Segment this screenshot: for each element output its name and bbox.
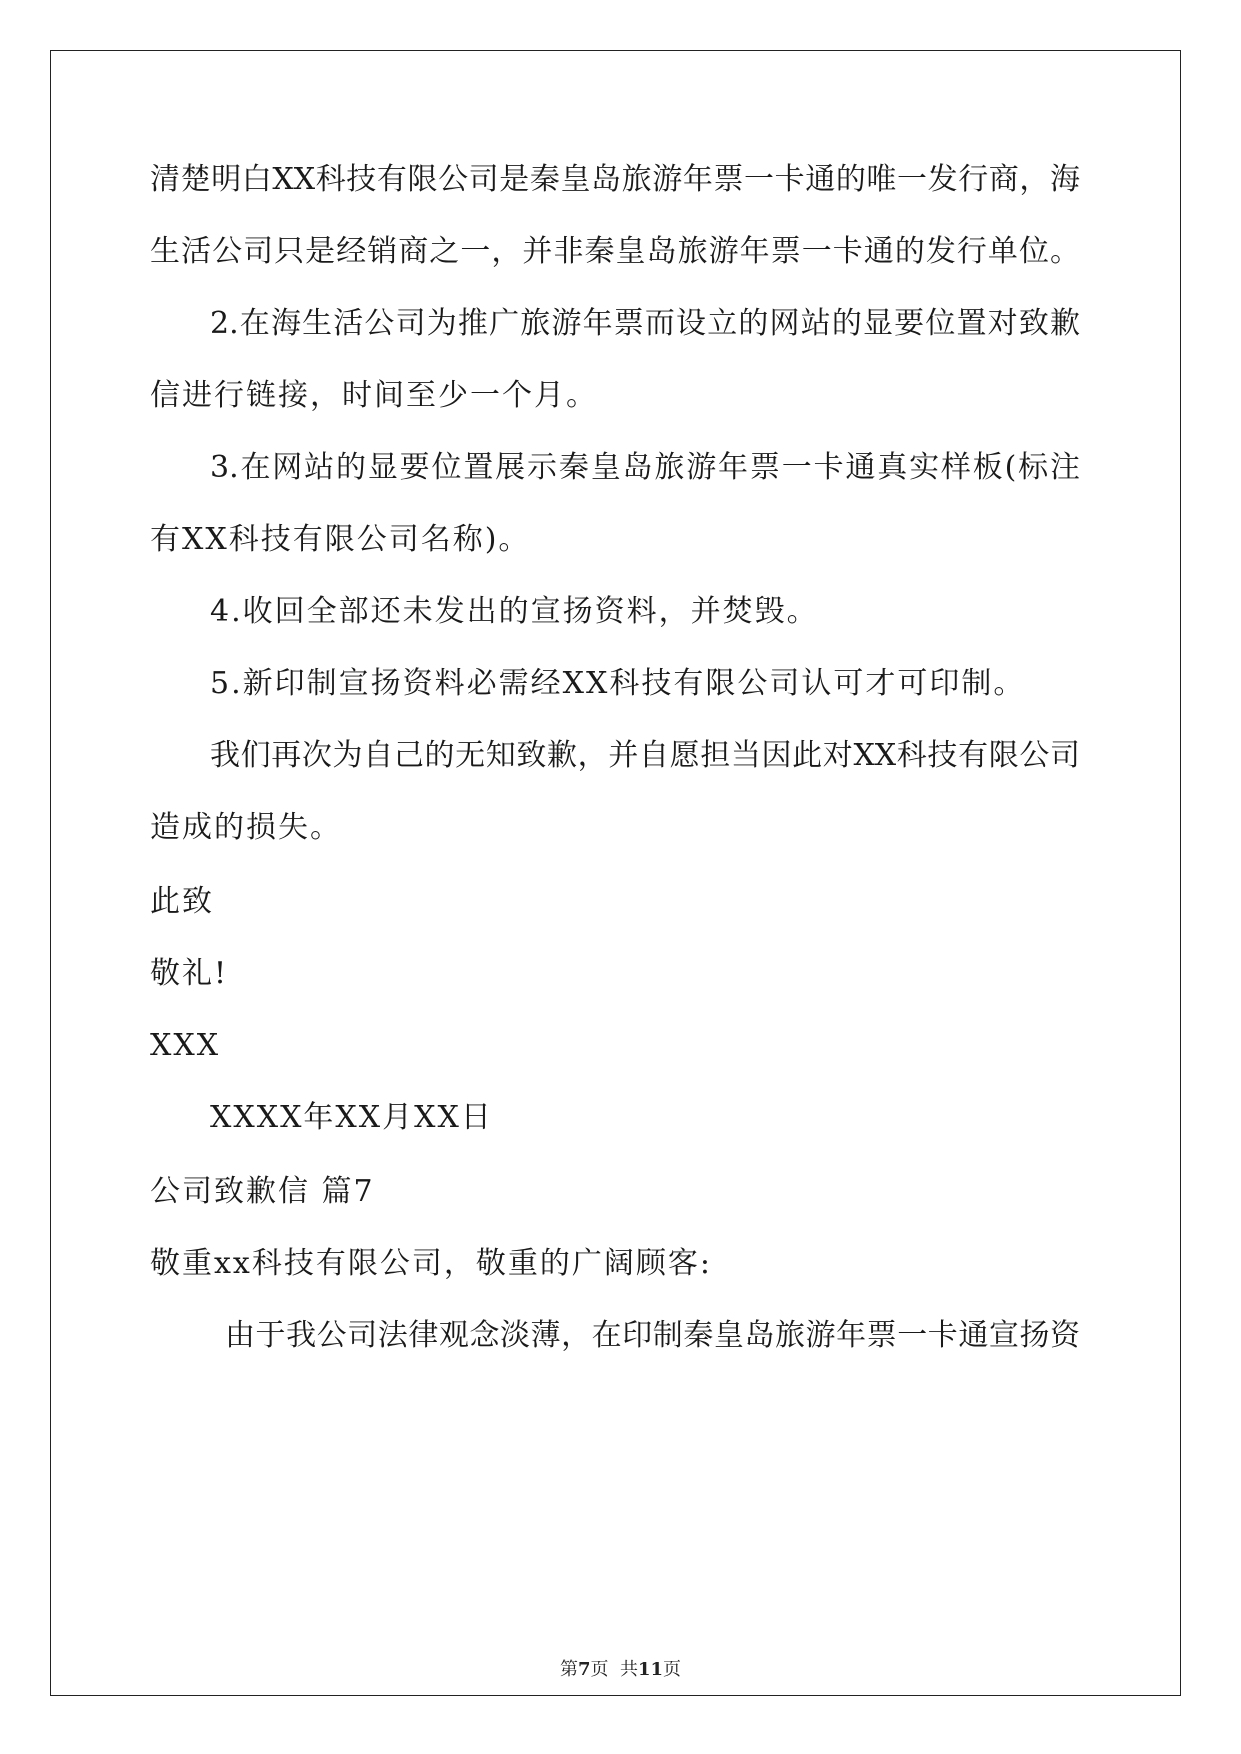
item-2-line-1: 2.在海生活公司为推广旅游年票而设立的网站的显要位置对致歉 [210, 306, 1080, 341]
item-3-line-2: 有XX科技有限公司名称)。 [150, 522, 531, 557]
footer-suffix: 页 [663, 1659, 682, 1680]
footer-mid: 页 共 [590, 1659, 638, 1680]
item-3-line-1: 3.在网站的显要位置展示秦皇岛旅游年票一卡通真实样板(标注 [210, 450, 1080, 485]
footer-prefix: 第 [559, 1659, 578, 1680]
letter-body-line-1: 由于我公司法律观念淡薄，在印制秦皇岛旅游年票一卡通宣扬资 [225, 1318, 1080, 1353]
paragraph-line-2: 生活公司只是经销商之一，并非秦皇岛旅游年票一卡通的发行单位。 [150, 234, 1080, 269]
page-border [50, 50, 1181, 1696]
closing-regards: 敬礼! [150, 956, 229, 991]
signature-date: XXXX年XX月XX日 [210, 1100, 493, 1135]
current-page-number: 7 [577, 1659, 591, 1680]
apology-line-2: 造成的损失。 [150, 810, 342, 845]
signature-name: XXX [150, 1028, 221, 1063]
letter-greeting: 敬重xx科技有限公司，敬重的广阔顾客: [150, 1246, 712, 1281]
page-footer [0, 1655, 1241, 1681]
item-4: 4.收回全部还未发出的宣扬资料，并焚毁。 [210, 594, 819, 629]
item-2-line-2: 信进行链接，时间至少一个月。 [150, 378, 598, 413]
total-pages-number: 11 [637, 1659, 664, 1680]
closing-salutation: 此致 [150, 884, 214, 919]
section-heading: 公司致歉信 篇7 [150, 1174, 375, 1209]
item-5: 5.新印制宣扬资料必需经XX科技有限公司认可才可印制。 [210, 666, 1026, 701]
paragraph-line-1: 清楚明白XX科技有限公司是秦皇岛旅游年票一卡通的唯一发行商，海 [150, 162, 1080, 197]
apology-line-1: 我们再次为自己的无知致歉，并自愿担当因此对XX科技有限公司 [210, 738, 1080, 773]
